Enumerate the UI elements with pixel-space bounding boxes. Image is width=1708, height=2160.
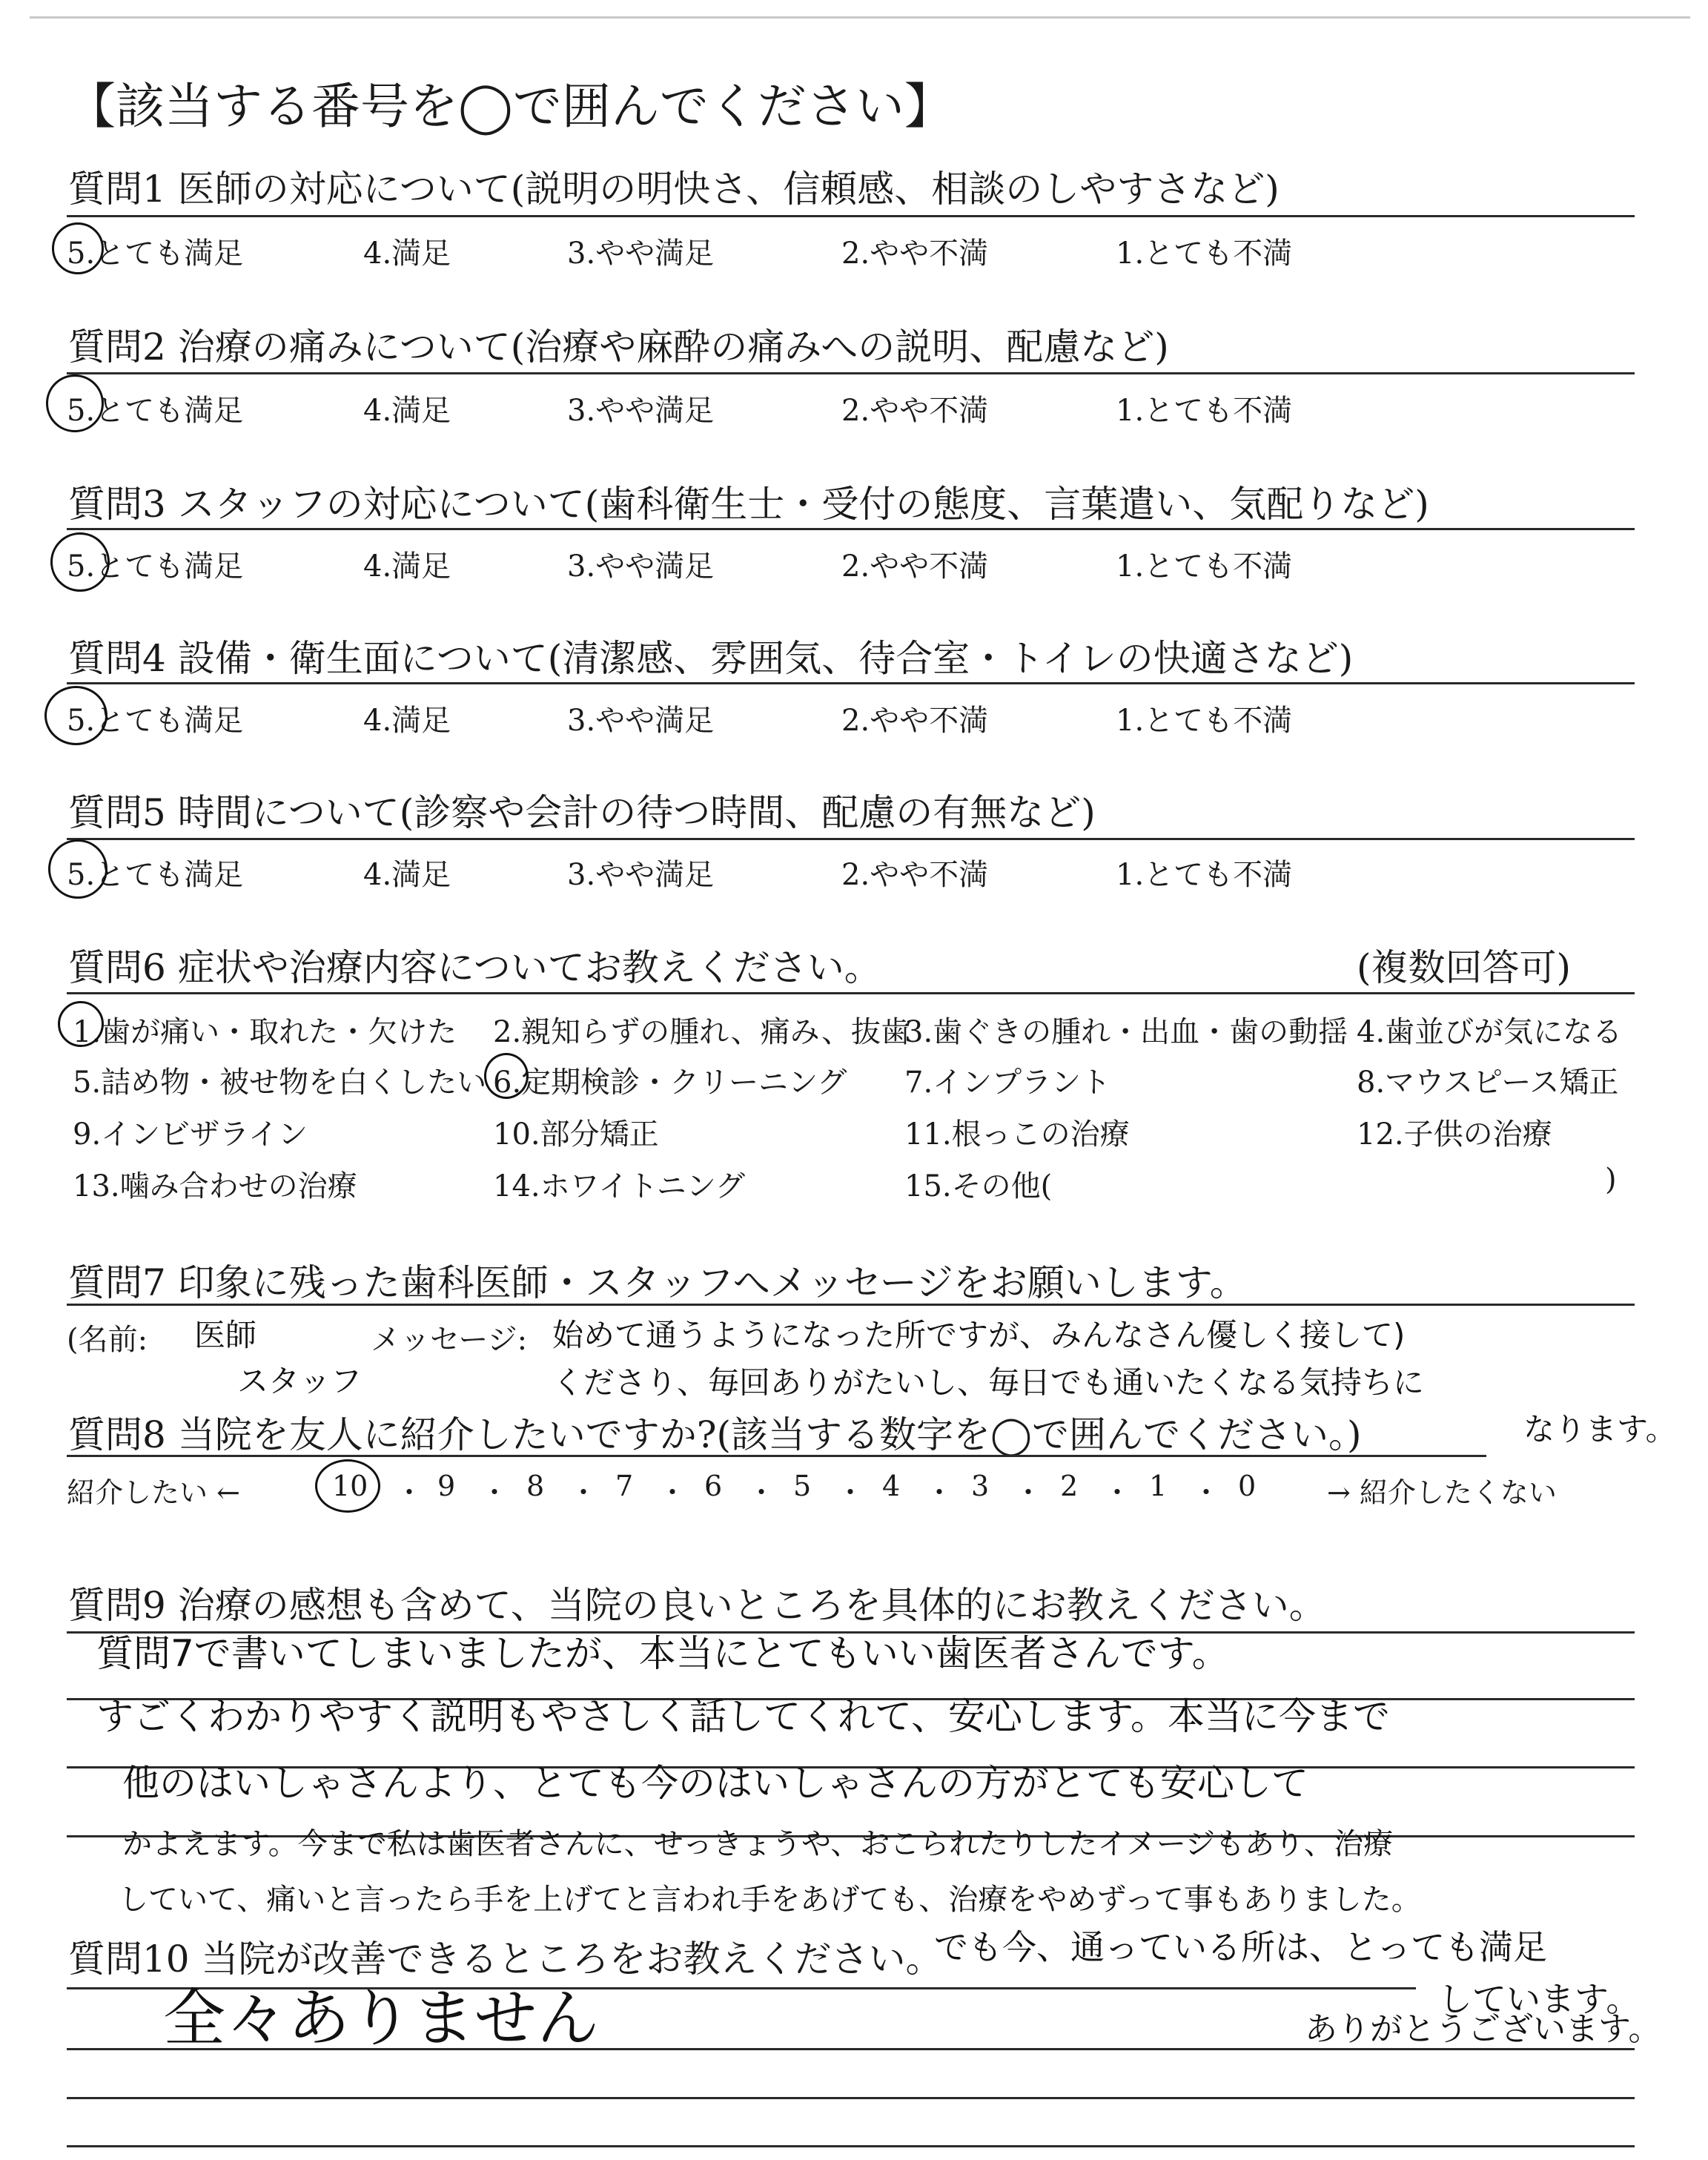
q6-option-15-close: ) bbox=[1605, 1163, 1617, 1197]
q1-selection-circle bbox=[52, 222, 104, 274]
q4-option-4[interactable]: 4.満足 bbox=[363, 704, 451, 738]
q8-right-label: → 紹介したくない bbox=[1327, 1476, 1557, 1509]
q3-option-5[interactable]: 5.とても満足 bbox=[67, 549, 244, 584]
q8-dot: ・ bbox=[1014, 1476, 1043, 1509]
question-4-label: 質問4 設備・衛生面について(清潔感、雰囲気、待合室・トイレの快適さなど) bbox=[68, 637, 1354, 680]
q5-option-4[interactable]: 4.満足 bbox=[363, 858, 451, 892]
q8-selection-circle bbox=[315, 1459, 380, 1513]
q5-option-5[interactable]: 5.とても満足 bbox=[67, 858, 244, 892]
q3-option-4[interactable]: 4.満足 bbox=[363, 549, 451, 584]
q8-value-3[interactable]: 3 bbox=[971, 1470, 990, 1502]
q1-option-3[interactable]: 3.やや満足 bbox=[567, 237, 715, 271]
q8-value-5[interactable]: 5 bbox=[793, 1470, 812, 1502]
q6-option-7[interactable]: 7.インプラント bbox=[904, 1066, 1111, 1100]
question-10-rule-3 bbox=[67, 2097, 1635, 2099]
q8-dot: ・ bbox=[395, 1476, 424, 1509]
q8-dot: ・ bbox=[569, 1476, 598, 1509]
q8-value-2[interactable]: 2 bbox=[1060, 1470, 1079, 1502]
q6-option-1[interactable]: 1.歯が痛い・取れた・欠けた bbox=[73, 1015, 457, 1049]
page-header: 【該当する番号を◯で囲んでください】 bbox=[67, 78, 953, 135]
q6-selection-circle-6 bbox=[484, 1053, 529, 1099]
q4-selection-circle bbox=[44, 686, 107, 745]
question-10-label: 質問10 当院が改善できるところをお教えください。 bbox=[68, 1938, 943, 1981]
question-5-rule bbox=[67, 838, 1635, 840]
q8-value-4[interactable]: 4 bbox=[882, 1470, 901, 1502]
q4-option-1[interactable]: 1.とても不満 bbox=[1116, 704, 1293, 738]
q8-dot: ・ bbox=[747, 1476, 776, 1509]
q6-option-12[interactable]: 12.子供の治療 bbox=[1357, 1117, 1552, 1152]
q4-option-2[interactable]: 2.やや不満 bbox=[841, 704, 989, 738]
q3-option-2[interactable]: 2.やや不満 bbox=[841, 549, 989, 584]
q7-hand-name-1: 医師 bbox=[194, 1317, 257, 1353]
q1-option-1[interactable]: 1.とても不満 bbox=[1116, 237, 1293, 271]
q1-option-4[interactable]: 4.満足 bbox=[363, 237, 451, 271]
question-7-rule bbox=[67, 1304, 1635, 1306]
q9-hand-line-4: かよえます。今まで私は歯医者さんに、せっきょうや、おこられたりしたイメージもあり、治療 bbox=[122, 1827, 1393, 1861]
q8-dot: ・ bbox=[836, 1476, 865, 1509]
q6-option-8[interactable]: 8.マウスピース矯正 bbox=[1357, 1066, 1619, 1100]
q7-hand-name-2: スタッフ bbox=[237, 1363, 363, 1399]
question-4-rule bbox=[67, 682, 1635, 684]
q9-hand-line-7: しています。 bbox=[1438, 1979, 1641, 2019]
q8-value-8[interactable]: 8 bbox=[526, 1470, 545, 1502]
q6-option-2[interactable]: 2.親知らずの腫れ、痛み、抜歯 bbox=[493, 1015, 910, 1049]
q6-option-4[interactable]: 4.歯並びが気になる bbox=[1357, 1015, 1623, 1049]
q2-option-4[interactable]: 4.満足 bbox=[363, 394, 451, 428]
question-8-label: 質問8 当院を友人に紹介したいですか?(該当する数字を◯で囲んでください。) bbox=[68, 1413, 1362, 1456]
q6-selection-circle-1 bbox=[58, 1001, 104, 1047]
question-6-rule bbox=[67, 992, 1635, 994]
q5-selection-circle bbox=[48, 839, 107, 899]
q7-hand-message-2: くださり、毎回ありがたいし、毎日でも通いたくなる気持ちに bbox=[552, 1364, 1425, 1401]
q3-option-3[interactable]: 3.やや満足 bbox=[567, 549, 715, 584]
q2-selection-circle bbox=[46, 374, 104, 432]
q7-hand-message-3: なります。 bbox=[1523, 1411, 1677, 1447]
question-8-rule bbox=[67, 1455, 1486, 1457]
q10-hand-thanks: ありがとうございます。 bbox=[1305, 2010, 1661, 2048]
question-2-rule bbox=[67, 372, 1635, 374]
question-5-label: 質問5 時間について(診察や会計の待つ時間、配慮の有無など) bbox=[68, 791, 1096, 834]
q6-option-5[interactable]: 5.詰め物・被せ物を白くしたい bbox=[73, 1066, 487, 1100]
q9-hand-line-3: 他のはいしゃさんより、とても今のはいしゃさんの方がとても安心して bbox=[122, 1762, 1308, 1805]
q8-value-6[interactable]: 6 bbox=[704, 1470, 723, 1502]
q2-option-1[interactable]: 1.とても不満 bbox=[1116, 394, 1293, 428]
question-6-label: 質問6 症状や治療内容についてお教えください。 bbox=[68, 946, 881, 989]
q8-value-10[interactable]: 10 bbox=[332, 1470, 368, 1502]
q7-hand-message-1: 始めて通うようになった所ですが、みんなさん優しく接して) bbox=[552, 1317, 1406, 1353]
q2-option-5[interactable]: 5.とても満足 bbox=[67, 394, 244, 428]
q8-dot: ・ bbox=[480, 1476, 509, 1509]
q3-selection-circle bbox=[50, 532, 110, 592]
q7-name-label: (名前: bbox=[67, 1323, 148, 1357]
question-10-rule-4 bbox=[67, 2145, 1635, 2147]
q8-value-1[interactable]: 1 bbox=[1149, 1470, 1168, 1502]
q5-option-3[interactable]: 3.やや満足 bbox=[567, 858, 715, 892]
q5-option-2[interactable]: 2.やや不満 bbox=[841, 858, 989, 892]
q9-hand-line-6: でも今、通っている所は、とっても満足 bbox=[934, 1927, 1548, 1967]
q6-option-15[interactable]: 15.その他( bbox=[904, 1169, 1053, 1203]
question-9-label: 質問9 治療の感想も含めて、当院の良いところを具体的にお教えください。 bbox=[68, 1584, 1326, 1627]
question-1-label: 質問1 医師の対応について(説明の明快さ、信頼感、相談のしやすさなど) bbox=[68, 168, 1280, 211]
q8-left-label: 紹介したい ← bbox=[67, 1476, 240, 1509]
q5-option-1[interactable]: 1.とても不満 bbox=[1116, 858, 1293, 892]
q6-option-3[interactable]: 3.歯ぐきの腫れ・出血・歯の動揺 bbox=[904, 1015, 1348, 1049]
q8-dot: ・ bbox=[1103, 1476, 1132, 1509]
q3-option-1[interactable]: 1.とても不満 bbox=[1116, 549, 1293, 584]
q6-option-6[interactable]: 6.定期検診・クリーニング bbox=[493, 1066, 847, 1100]
q8-dot: ・ bbox=[658, 1476, 687, 1509]
question-3-label: 質問3 スタッフの対応について(歯科衛生士・受付の態度、言葉遣い、気配りなど) bbox=[68, 483, 1429, 526]
q8-value-7[interactable]: 7 bbox=[615, 1470, 634, 1502]
q9-hand-line-5: していて、痛いと言ったら手を上げてと言われ手をあげても、治療をやめずって事もありました。 bbox=[119, 1883, 1421, 1917]
q8-value-9[interactable]: 9 bbox=[437, 1470, 456, 1502]
q6-option-13[interactable]: 13.噛み合わせの治療 bbox=[73, 1169, 357, 1203]
q8-dot: ・ bbox=[1192, 1476, 1221, 1509]
q1-option-5[interactable]: 5.とても満足 bbox=[67, 237, 244, 271]
q6-option-11[interactable]: 11.根っこの治療 bbox=[904, 1117, 1130, 1152]
q1-option-2[interactable]: 2.やや不満 bbox=[841, 237, 989, 271]
q8-dot: ・ bbox=[925, 1476, 954, 1509]
question-1-rule bbox=[67, 215, 1635, 217]
q8-value-0[interactable]: 0 bbox=[1238, 1470, 1257, 1502]
top-border bbox=[30, 16, 1690, 19]
question-3-rule bbox=[67, 528, 1635, 530]
q9-hand-line-1: 質問7で書いてしまいましたが、本当にとてもいい歯医者さんです。 bbox=[96, 1632, 1229, 1675]
q9-hand-line-2: すごくわかりやすく説明もやさしく話してくれて、安心します。本当に今まで bbox=[96, 1695, 1390, 1738]
q6-option-9[interactable]: 9.インビザライン bbox=[73, 1117, 308, 1152]
question-6-note: (複数回答可) bbox=[1357, 946, 1572, 989]
question-7-label: 質問7 印象に残った歯科医師・スタッフへメッセージをお願いします。 bbox=[68, 1261, 1247, 1304]
q6-option-14[interactable]: 14.ホワイトニング bbox=[493, 1169, 746, 1203]
q10-hand-answer: 全々ありません bbox=[163, 1982, 600, 2055]
q6-option-10[interactable]: 10.部分矯正 bbox=[493, 1117, 659, 1152]
q4-option-5[interactable]: 5.とても満足 bbox=[67, 704, 244, 738]
q7-message-label: メッセージ: bbox=[371, 1323, 528, 1357]
q2-option-2[interactable]: 2.やや不満 bbox=[841, 394, 989, 428]
question-2-label: 質問2 治療の痛みについて(治療や麻酔の痛みへの説明、配慮など) bbox=[68, 326, 1169, 369]
q2-option-3[interactable]: 3.やや満足 bbox=[567, 394, 715, 428]
q4-option-3[interactable]: 3.やや満足 bbox=[567, 704, 715, 738]
